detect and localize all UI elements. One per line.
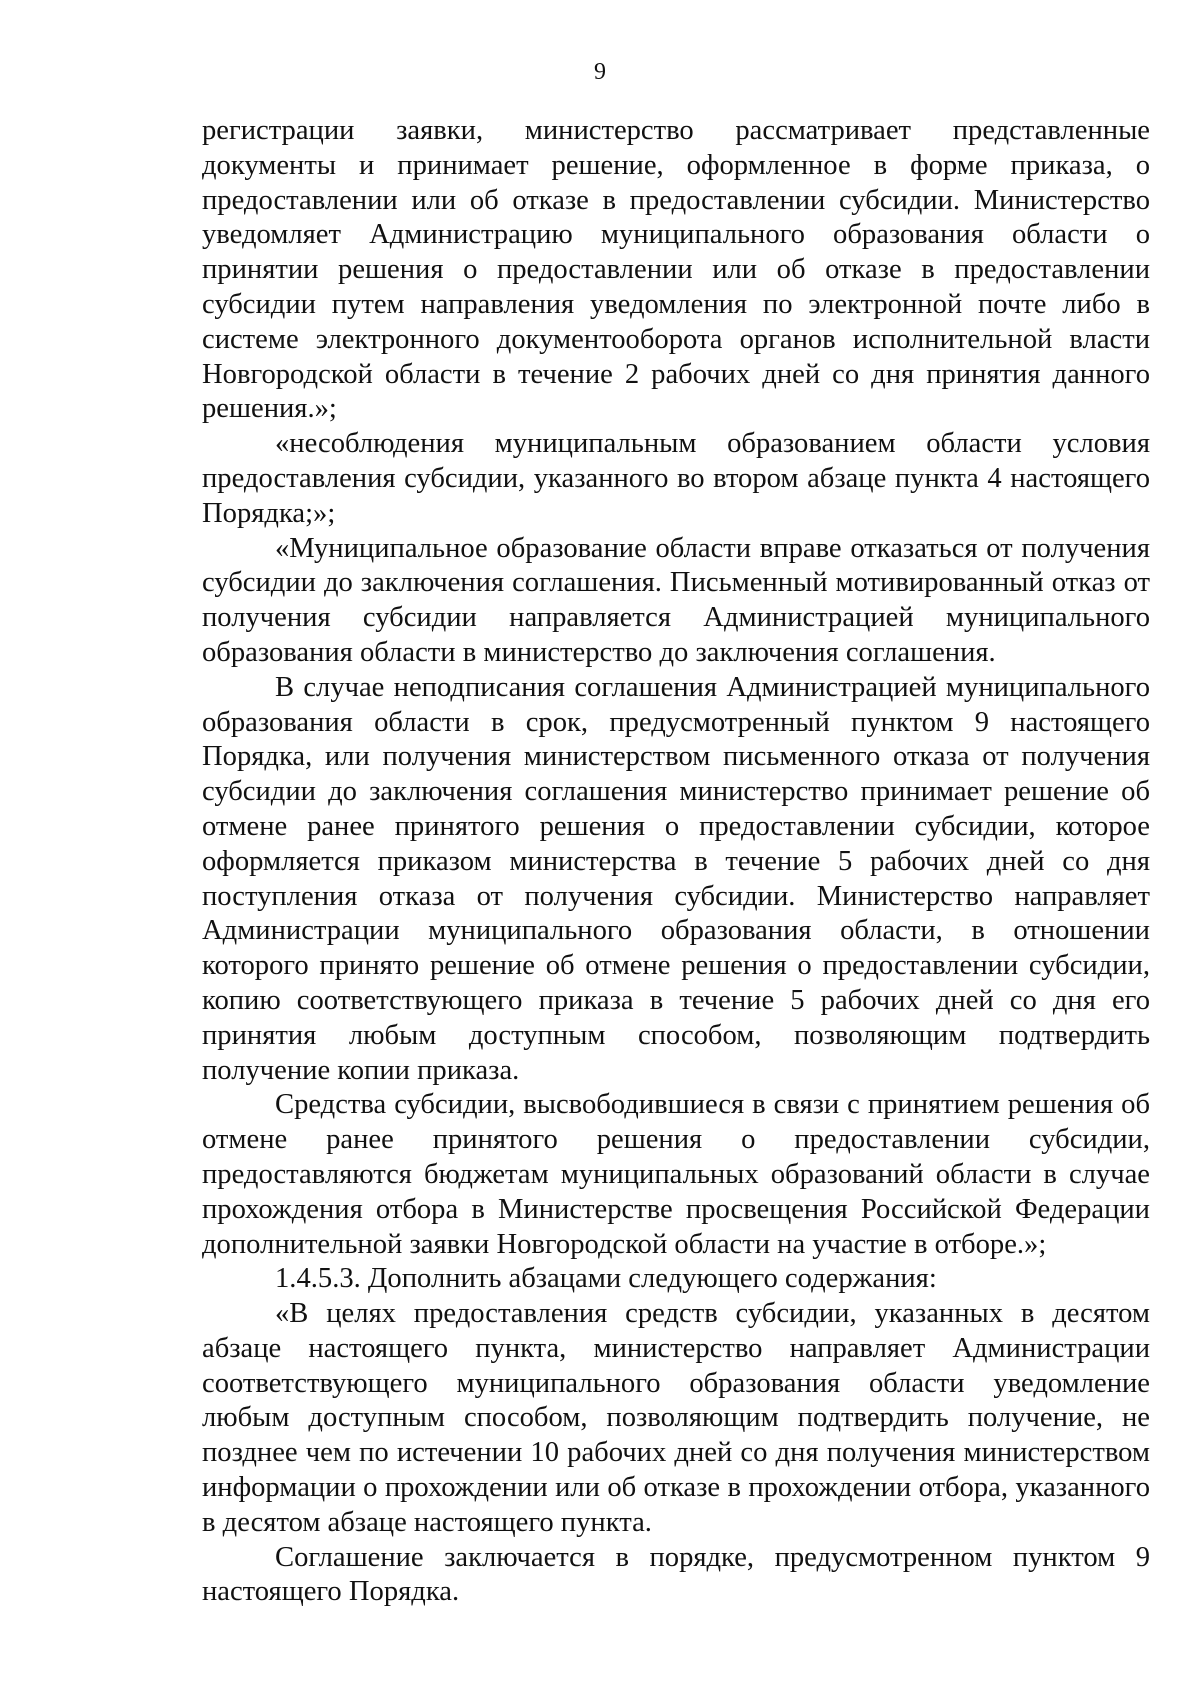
paragraph-refusal-right: «Муниципальное образование области вправе отказаться от получения субсидии до заключения соглашения. Письменный мотивированный отказ от получения субсидии направляется Администрацией муниципального образования области в министерство до заключения соглашения.: [202, 532, 1150, 668]
paragraph-noncompliance: «несоблюдения муниципальным образованием области условия предоставления субсидии, указанного во втором абзаце пункта 4 настоящего Порядка;»;: [202, 428, 1150, 529]
paragraph-nonsigning: В случае неподписания соглашения Администрацией муниципального образования области в срок, предусмотренный пунктом 9 настоящего Порядка, или получения министерством письменного отказа от получения субсидии до заключения соглашения министерство принимает решение об отмене ранее принятого решения о предоставлении субсидии, которое оформляется приказом министерства в течение 5 рабочих дней со дня поступления отказа от получения субсидии. Министерство направляет Администрации муниципального образования области, в отношении которого принято решение об отмене решения о предоставлении субсидии, копию соответствующего приказа в течение 5 рабочих дней со дня его принятия любым доступным способом, позволяющим подтвердить получение копии приказа.: [202, 671, 1150, 1086]
paragraph-clause-1-4-5-3: 1.4.5.3. Дополнить абзацами следующего содержания:: [275, 1263, 937, 1295]
document-body: [202, 114, 1150, 1610]
paragraph-notification: «В целях предоставления средств субсидии, указанных в десятом абзаце настоящего пункта, министерство направляет Администрации соответствующего муниципального образования области уведомление любым доступным способом, позволяющим подтвердить получение, не позднее чем по истечении 10 рабочих дней со дня получения министерством информации о прохождении или об отказе в прохождении отбора, указанного в десятом абзаце настоящего пункта.: [202, 1298, 1150, 1538]
paragraph-agreement: Соглашение заключается в порядке, предусмотренном пунктом 9 настоящего Порядка.: [202, 1541, 1150, 1608]
page-number: 9: [594, 59, 606, 85]
paragraph-released-funds: Средства субсидии, высвободившиеся в связи с принятием решения об отмене ранее принятого решения о предоставлении субсидии, предоставляются бюджетам муниципальных образований области в случае прохождения отбора в Министерстве просвещения Российской Федерации дополнительной заявки Новгородской области на участие в отборе.»;: [202, 1089, 1150, 1260]
paragraph-continuation: регистрации заявки, министерство рассматривает представленные документы и принимает решение, оформленное в форме приказа, о предоставлении или об отказе в предоставлении субсидии. Министерство уведомляет Администрацию муниципального образования области о принятии решения о предоставлении или об отказе в предоставлении субсидии путем направления уведомления по электронной почте либо в системе электронного документооборота органов исполнительной власти Новгородской области в течение 2 рабочих дней со дня принятия данного решения.»;: [202, 115, 1150, 425]
